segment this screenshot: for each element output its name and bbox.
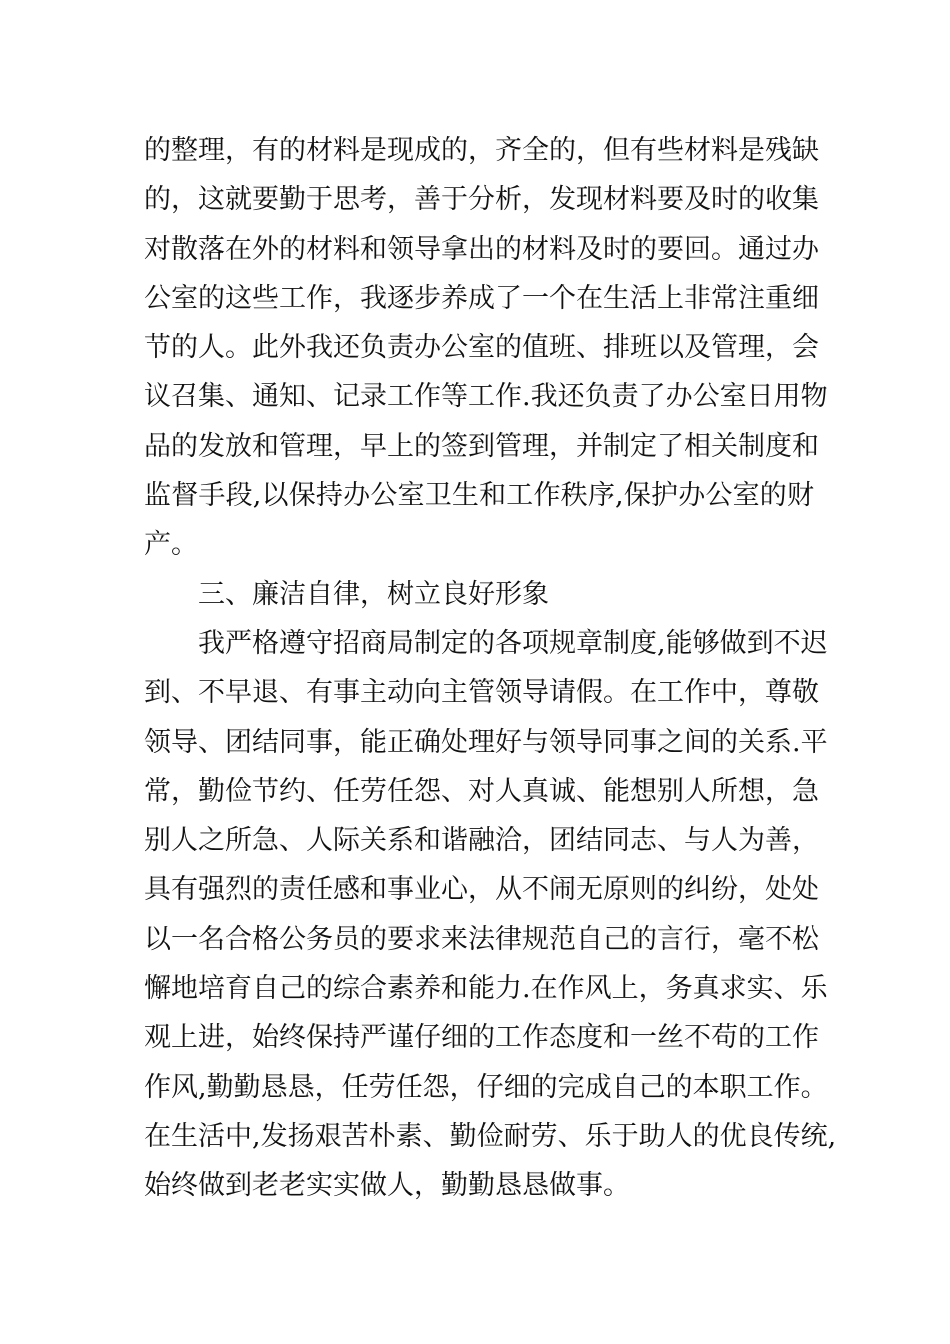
text-line-13: 领导、团结同事，能正确处理好与领导同事之间的关系.平 [144, 726, 828, 758]
text-line-19: 观上进，始终保持严谨仔细的工作态度和一丝不苟的工作 [144, 1022, 819, 1054]
text-line-16: 具有强烈的责任感和事业心，从不闹无原则的纠纷，处处 [144, 874, 819, 906]
text-line-7: 品的发放和管理，早上的签到管理，并制定了相关制度和 [144, 430, 819, 462]
text-line-1: 的整理，有的材料是现成的，齐全的，但有些材料是残缺 [144, 135, 819, 166]
text-line-4: 公室的这些工作，我逐步养成了一个在生活上非常注重细 [144, 282, 819, 314]
text-line-18: 懈地培育自己的综合素养和能力.在作风上，务真求实、乐 [144, 973, 828, 1005]
text-line-21: 在生活中,发扬艰苦朴素、勤俭耐劳、乐于助人的优良传统, [144, 1120, 837, 1152]
text-line-17: 以一名合格公务员的要求来法律规范自己的言行，毫不松 [144, 923, 819, 955]
text-line-20: 作风,勤勤恳恳，任劳任怨，仔细的完成自己的本职工作。 [144, 1071, 828, 1103]
text-line-8: 监督手段,以保持办公室卫生和工作秩序,保护办公室的财 [144, 480, 814, 512]
text-line-12: 到、不早退、有事主动向主管领导请假。在工作中，尊敬 [144, 677, 819, 709]
text-line-6: 议召集、通知、记录工作等工作.我还负责了办公室日用物 [144, 381, 828, 413]
section-heading: 三、廉洁自律，树立良好形象 [198, 578, 549, 610]
text-line-14: 常，勤俭节约、任劳任怨、对人真诚、能想别人所想，急 [144, 775, 819, 807]
text-line-15: 别人之所急、人际关系和谐融洽，团结同志、与人为善， [144, 825, 819, 857]
document-body [144, 126, 837, 1211]
text-line-3: 对散落在外的材料和领导拿出的材料及时的要回。通过办 [144, 233, 819, 265]
text-line-22: 始终做到老老实实做人，勤勤恳恳做事。 [144, 1170, 630, 1202]
text-line-11: 我严格遵守招商局制定的各项规章制度,能够做到不迟 [198, 627, 828, 659]
text-line-2: 的，这就要勤于思考，善于分析，发现材料要及时的收集 [144, 184, 819, 216]
text-line-5: 节的人。此外我还负责办公室的值班、排班以及管理，会 [144, 332, 819, 364]
text-line-9: 产。 [144, 529, 198, 561]
